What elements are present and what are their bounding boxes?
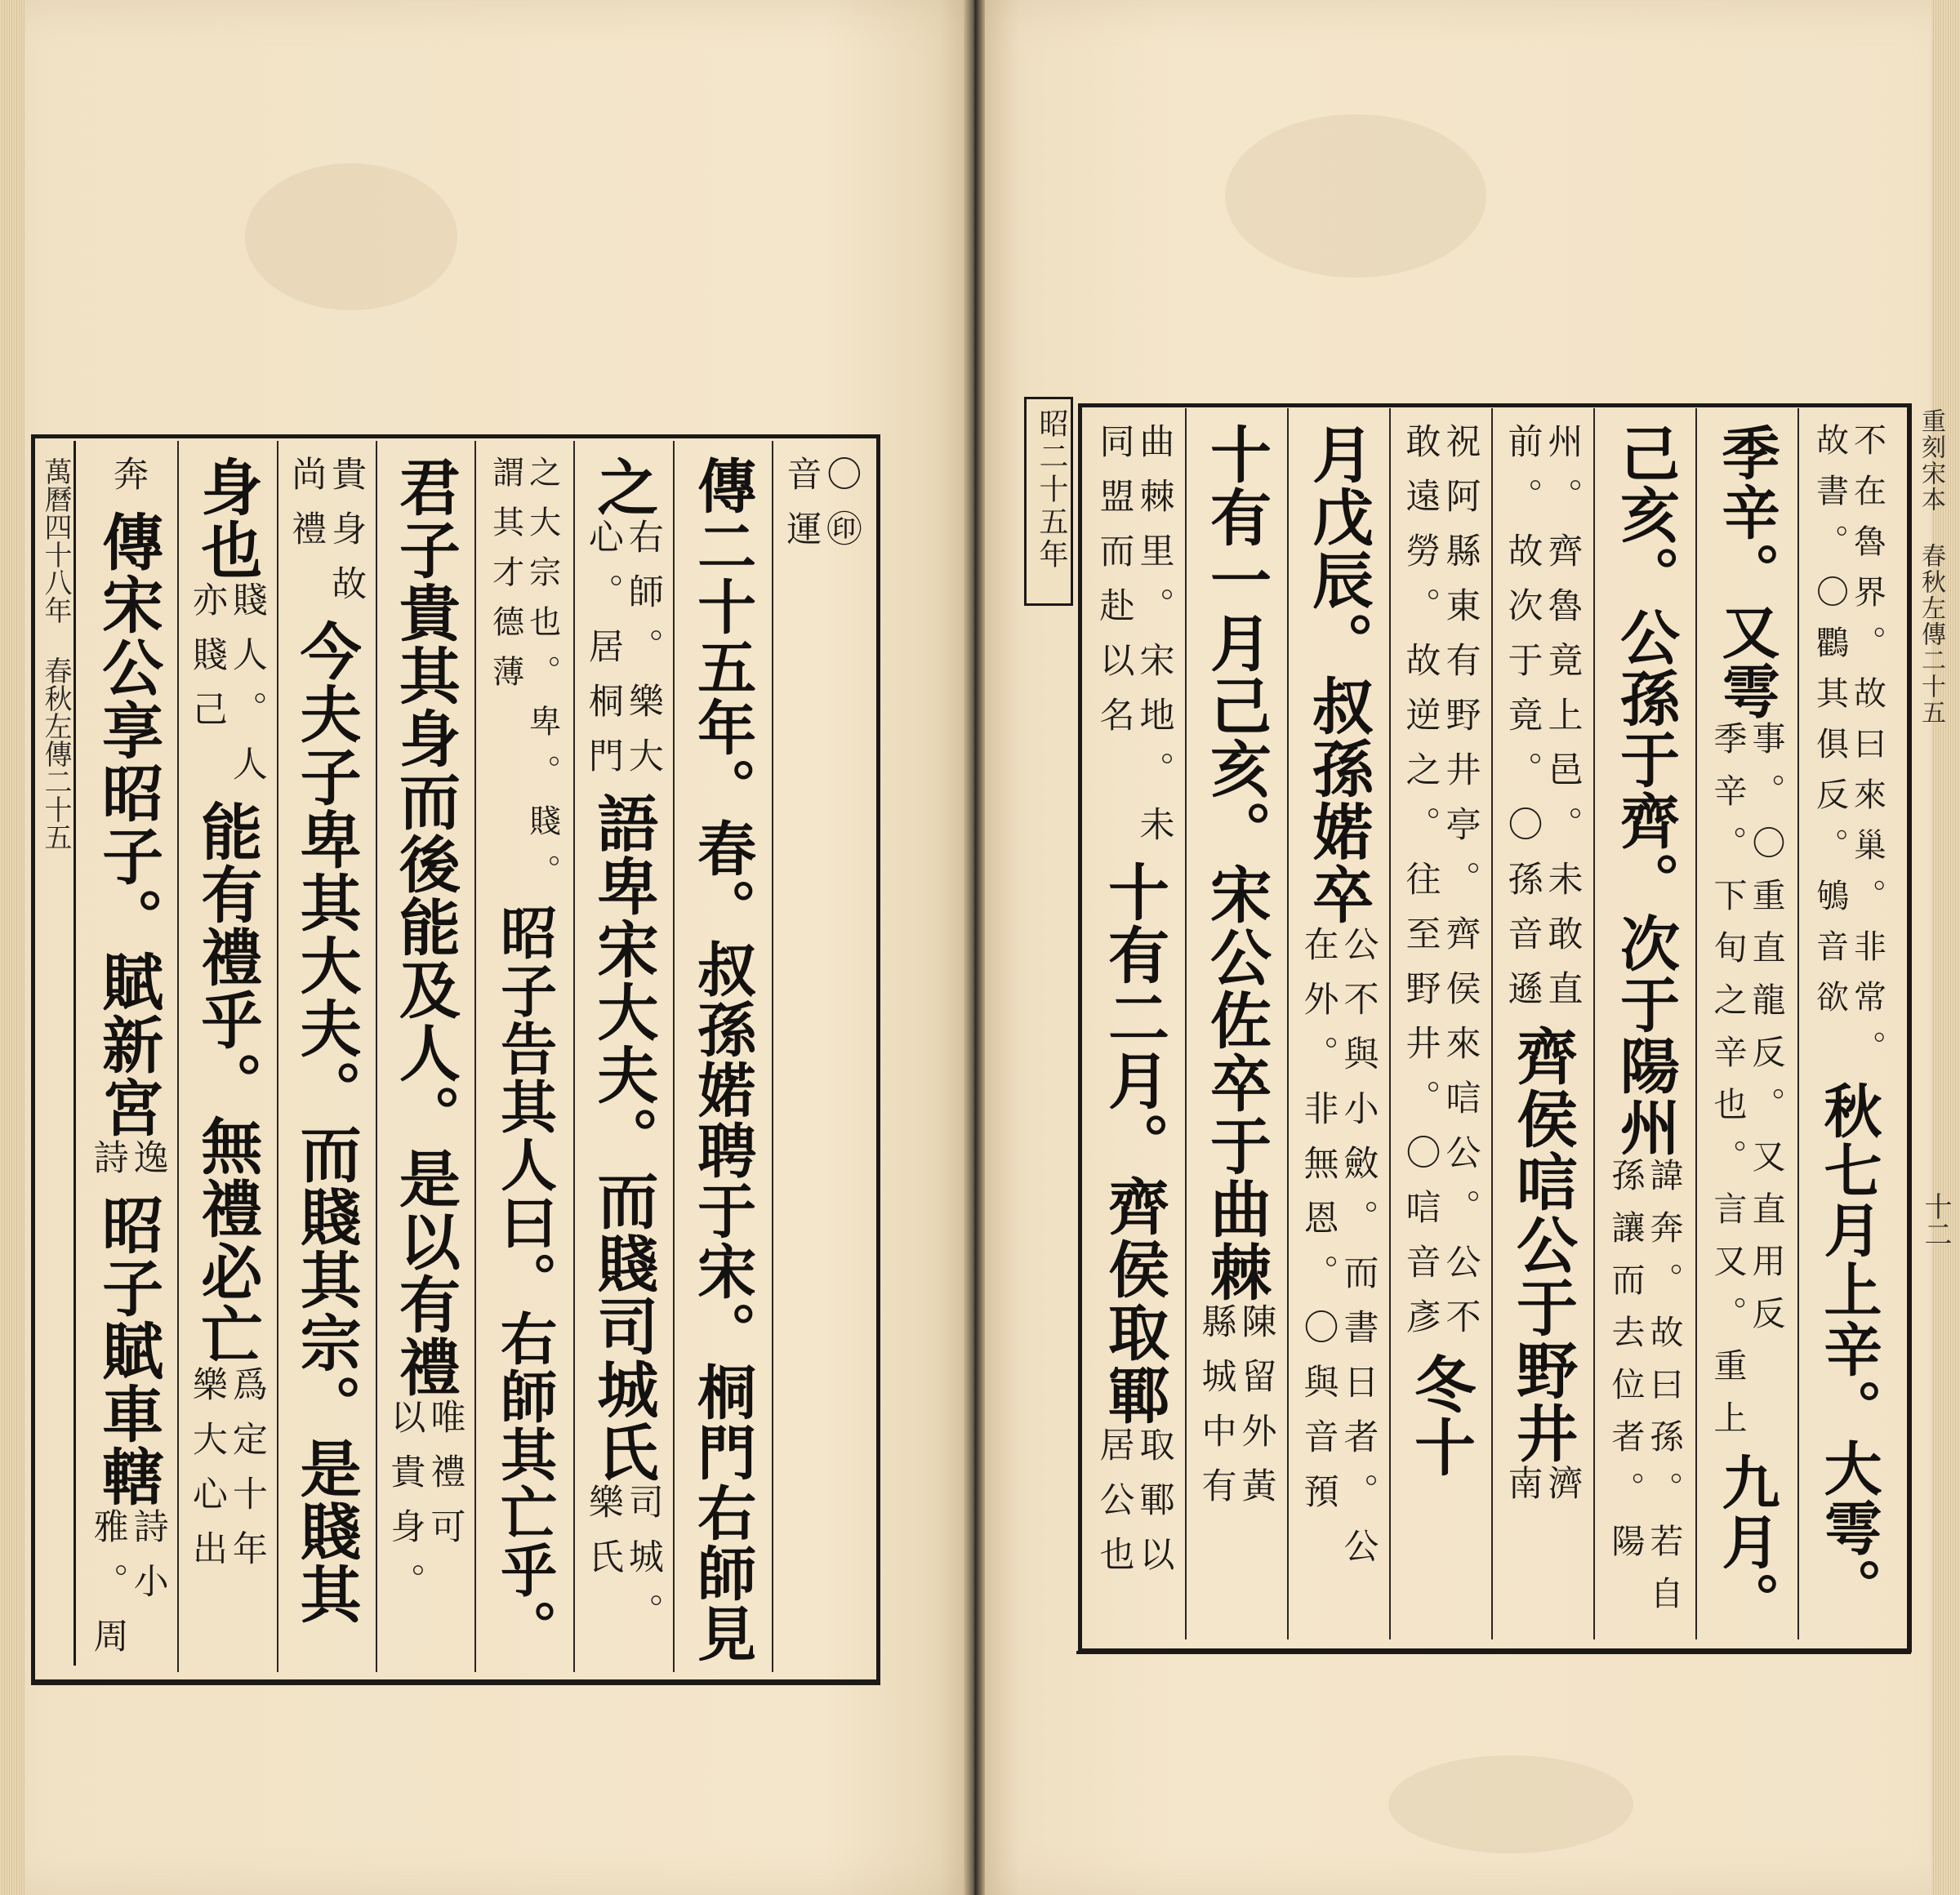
commentary-line: 貴身故 (326, 456, 368, 620)
main-text-segment (1713, 1452, 1781, 1631)
main-text: 身也 (191, 456, 264, 581)
column-rule (1593, 408, 1595, 1639)
commentary-lines (1502, 1465, 1584, 1519)
commentary-segment (582, 1484, 664, 1648)
column-rule (1797, 408, 1799, 1639)
top-margin-title: 重刻宋本 春秋左傳二十五 (1917, 408, 1945, 726)
commentary-line: 音運 (781, 456, 822, 565)
commentary-line: 濟 (1542, 1465, 1584, 1519)
commentary-lines (1298, 926, 1379, 1582)
commentary-line: 事。〇重直龍反。又直用反 (1746, 721, 1786, 1348)
commentary-segment (487, 456, 561, 904)
commentary-line: 不在魯界。故曰來巢。非常。 (1848, 423, 1886, 1081)
column-rule (772, 441, 773, 1672)
column-rule (177, 441, 179, 1672)
commentary-line: 司城。 (622, 1484, 664, 1648)
main-text-segment (290, 620, 363, 1626)
commentary-segment (385, 1399, 466, 1617)
text-column (673, 441, 772, 1672)
commentary-lines (1400, 423, 1481, 1353)
main-text: 己亥。公孫于齊。次于陽州 (1610, 423, 1680, 1158)
column-rule (376, 441, 377, 1672)
commentary-lines (286, 456, 368, 620)
right-page-edges (1931, 0, 1960, 1895)
commentary-lines (87, 1139, 169, 1194)
commentary-line: 以貴身。 (385, 1399, 426, 1617)
commentary-segment (1094, 423, 1175, 861)
commentary-line: 南 (1502, 1465, 1544, 1519)
commentary-line: 之大宗也。卑。賤。 (523, 456, 561, 904)
commentary-line: 亦賤己 (186, 581, 228, 745)
main-text: 傳宋公享昭子。賦新宮 (92, 510, 165, 1139)
main-text-segment (1713, 423, 1781, 721)
commentary-line: 〇㊞ (821, 456, 862, 565)
commentary-segment (1094, 1426, 1175, 1590)
main-text: 昭子賦車轄 (92, 1194, 165, 1508)
commentary-line: 故書。〇鸜其俱反。鴝音欲 (1811, 423, 1849, 1030)
main-text: 十有二月。齊侯取鄆 (1098, 861, 1170, 1426)
commentary-lines (1606, 1158, 1684, 1628)
main-text-segment (1815, 1081, 1883, 1617)
commentary-lines (1708, 721, 1786, 1452)
main-text-segment (92, 1194, 165, 1508)
main-text: 語卑宋大夫。而賤司城氏 (587, 792, 660, 1484)
column-rule (1695, 408, 1697, 1639)
column-rule (1287, 408, 1289, 1639)
main-text: 昭子告其人曰。右師其亡乎。 (491, 904, 558, 1657)
commentary-line: 州。齊魯竟上邑。未敢直 (1542, 423, 1584, 1025)
left-bottom-rule (31, 1682, 880, 1685)
column-rule (573, 441, 575, 1672)
text-column (1695, 408, 1797, 1639)
commentary-line: 右師。樂大 (622, 518, 664, 792)
paper-stain (1388, 1755, 1633, 1853)
commentary-lines (582, 1484, 664, 1648)
chapter-label: 昭二十五年 (1035, 408, 1068, 572)
column-rule (673, 441, 675, 1672)
paper-stain (1225, 114, 1486, 278)
column-rule (474, 441, 476, 1672)
text-column (376, 441, 474, 1672)
book-gutter (964, 0, 985, 1895)
commentary-line: 居公也 (1094, 1426, 1135, 1590)
commentary-segment (781, 456, 862, 565)
commentary-line: 在外。非無恩。〇與音預 (1298, 926, 1339, 1528)
column-rule (1389, 408, 1391, 1639)
commentary-line: 樂大心出 (186, 1366, 228, 1585)
main-text-segment (1200, 423, 1272, 1303)
commentary-segment (582, 518, 664, 792)
commentary-line: 賤人。人 (226, 581, 268, 800)
column-rule (277, 441, 278, 1672)
commentary-segment (87, 1508, 169, 1672)
text-column (474, 441, 573, 1672)
text-column (1593, 408, 1695, 1639)
main-text: 十有一月己亥。宋公佐卒于曲棘 (1200, 423, 1272, 1303)
commentary-line: 孫讓而去位者。陽 (1606, 1158, 1646, 1576)
commentary-lines (385, 1399, 466, 1617)
commentary-lines (1811, 423, 1886, 1081)
commentary-line: 爲定十年 (226, 1366, 268, 1585)
commentary-segment (108, 456, 149, 510)
commentary-line: 前。故次于竟。〇孫音遜 (1502, 423, 1544, 1025)
commentary-segment (1811, 423, 1886, 1081)
left-page-edges (0, 0, 24, 1895)
main-text: 秋七月上辛。大雩。 (1815, 1081, 1883, 1617)
commentary-lines (487, 456, 561, 904)
main-text: 季辛。又雩 (1713, 423, 1781, 721)
commentary-lines (1094, 1426, 1175, 1590)
main-text-segment (1610, 423, 1680, 1158)
commentary-line: 樂氏 (582, 1484, 624, 1593)
main-text-segment (1507, 1025, 1579, 1465)
commentary-line: 取鄆以 (1134, 1426, 1175, 1590)
column-rule (1491, 408, 1493, 1639)
right-text-columns (1083, 408, 1900, 1639)
commentary-line: 祝阿縣東有野井亭。齊侯來唁公。公不 (1440, 423, 1481, 1353)
column-rule (1185, 408, 1187, 1639)
commentary-segment (1502, 423, 1584, 1025)
commentary-line: 奔 (108, 456, 149, 510)
left-margin-rule (74, 441, 76, 1666)
main-text: 今夫子卑其大夫。而賤其宗。是賤其 (290, 620, 363, 1626)
left-margin-title: 萬曆四十八年 春秋左傳二十五 (39, 457, 72, 851)
text-column (772, 441, 871, 1672)
main-text-segment (1098, 861, 1170, 1426)
main-text: 九月。 (1713, 1452, 1781, 1631)
main-text: 齊侯唁公于野井 (1507, 1025, 1579, 1465)
main-text-segment (491, 904, 558, 1657)
main-text: 冬十 (1405, 1353, 1477, 1479)
main-text-segment (1405, 1353, 1477, 1479)
commentary-line: 諱奔。故曰孫。若自 (1644, 1158, 1684, 1628)
main-text-segment (1303, 423, 1374, 926)
main-text: 傳二十五年。春。叔孫婼聘于宋。桐門右師見 (688, 456, 758, 1664)
main-text-segment (587, 456, 660, 518)
right-bottom-rule (1076, 1651, 1911, 1654)
commentary-segment (1196, 1303, 1277, 1522)
commentary-line: 尚禮 (286, 456, 327, 565)
commentary-lines (1094, 423, 1175, 861)
commentary-line: 詩小 (127, 1508, 169, 1617)
commentary-lines (186, 581, 268, 800)
commentary-lines (781, 456, 862, 565)
commentary-segment (186, 1366, 268, 1585)
main-text: 能有禮乎。無禮必亡 (191, 800, 264, 1366)
commentary-segment (1298, 926, 1379, 1582)
main-text-segment (191, 800, 264, 1366)
commentary-lines (1502, 423, 1584, 1025)
commentary-lines (87, 1508, 169, 1672)
commentary-segment (1606, 1158, 1684, 1628)
commentary-line: 詩 (87, 1139, 129, 1194)
commentary-line: 敢遠勞。故逆之。往至野井。〇唁音彥 (1400, 423, 1441, 1353)
commentary-line: 季辛。下旬之辛也。言又。重上 (1708, 721, 1748, 1452)
text-column (1185, 408, 1287, 1639)
commentary-line: 謂其才德薄 (487, 456, 524, 705)
main-text-segment (191, 456, 264, 581)
text-column (1797, 408, 1900, 1639)
page-number: 十二 (1919, 1192, 1952, 1248)
commentary-lines (108, 456, 149, 510)
commentary-segment (1400, 423, 1481, 1353)
main-text: 月戊辰。叔孫婼卒 (1303, 423, 1374, 926)
main-text: 之 (587, 456, 660, 518)
commentary-line: 曲棘里。宋地。未 (1134, 423, 1175, 861)
main-text-segment (389, 456, 461, 1399)
main-text-segment (92, 510, 165, 1139)
commentary-line: 唯禮可 (425, 1399, 466, 1563)
text-column (1287, 408, 1389, 1639)
left-text-columns (78, 441, 871, 1672)
commentary-line: 雅。周 (87, 1508, 129, 1672)
text-column (277, 441, 376, 1672)
text-column (78, 441, 177, 1672)
commentary-line: 公不與小斂。而書日者。公 (1338, 926, 1379, 1582)
text-column (1491, 408, 1593, 1639)
commentary-line: 縣城中有 (1196, 1303, 1237, 1522)
text-column (1389, 408, 1491, 1639)
commentary-segment (186, 581, 268, 800)
main-text-segment (587, 792, 660, 1484)
text-column (573, 441, 672, 1672)
commentary-line: 逸 (127, 1139, 169, 1194)
commentary-lines (1196, 1303, 1277, 1522)
commentary-line: 陳留外黃 (1236, 1303, 1277, 1522)
main-text: 君子貴其身而後能及人。是以有禮 (389, 456, 461, 1399)
paper-stain (245, 163, 457, 310)
commentary-line: 同盟而赴以名 (1094, 423, 1135, 751)
commentary-lines (186, 1366, 268, 1585)
text-column (177, 441, 276, 1672)
commentary-segment (1502, 1465, 1584, 1519)
commentary-segment (1708, 721, 1786, 1452)
commentary-line: 心。居桐門 (582, 518, 624, 792)
commentary-segment (286, 456, 368, 620)
commentary-lines (582, 518, 664, 792)
text-column (1083, 408, 1185, 1639)
main-text-segment (688, 456, 758, 1664)
commentary-segment (87, 1139, 169, 1194)
